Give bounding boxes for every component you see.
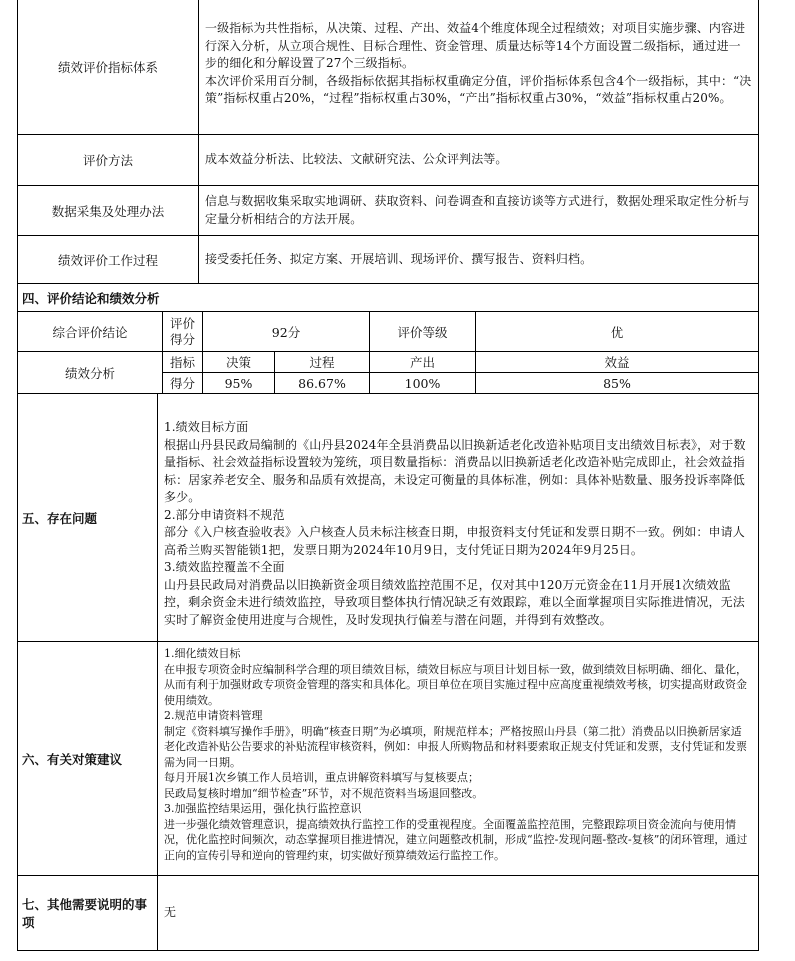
conclusion-label: 综合评价结论 [18, 312, 163, 351]
process-row [18, 236, 758, 284]
section5-line-6: 山丹县民政局对消费品以旧换新资金项目绩效监控范围不足，仅对其中120万元资金在11月开展1次绩效监控，剩余资金未进行绩效监控，导致项目整体执行情况缺乏有效跟踪，难以全面掌握项目实际推进情况，无法实时了解资金使用进度与合规性，及时发现执行偏差与潜在问题，并得到有效整改。 [164, 577, 745, 627]
section6-line-7: 3.加强监控结果运用，强化执行监控意识 [164, 802, 362, 815]
analysis-grid [163, 352, 758, 393]
section7-row [18, 876, 758, 950]
indicator-system-para-1: 一级指标为共性指标，从决策、过程、产出、效益4个维度体现全过程绩效；对项目实施步骤、内容进行深入分析，从立项合规性、目标合理性、资金管理、质量达标等14个方面设置二级指标，通过进一步的细化和分解设置了27个三级指标。 [205, 21, 746, 70]
score-benefit: 85% [603, 375, 631, 391]
section6-content [158, 642, 758, 875]
section6-line-4: 制定《资料填写操作手册》，明确“核查日期”为必填项，附规范样本；严格按照山丹县（第二批）消费品以旧换新居家适老化改造补贴公告要求的补贴流程审核资料，例如：申报人所购物品和材料要索取正规支付凭证和发票，支付凭证和发票需为同一日期。 [164, 724, 747, 769]
score-output: 100% [370, 373, 476, 393]
section6-line-5: 每月开展1次乡镇工作人员培训，重点讲解资料填写与复核要点； [164, 771, 479, 784]
process-content: 接受委托任务、拟定方案、开展培训、现场评价、撰写报告、资料归档。 [205, 251, 593, 266]
section6-row [18, 642, 758, 876]
indicator-system-row [18, 0, 758, 135]
section6-line-1: 1.细化绩效目标 [164, 647, 241, 660]
score-label: 评价得分 [163, 312, 203, 351]
process-label: 绩效评价工作过程 [18, 236, 199, 283]
indicator-output: 产出 [370, 352, 476, 372]
section5-title: 五、存在问题 [18, 394, 158, 641]
indicator-process: 过程 [275, 352, 370, 372]
indicator-decision: 决策 [203, 352, 275, 372]
section7-content: 无 [164, 905, 177, 920]
section5-line-1: 1.绩效目标方面 [164, 420, 249, 434]
section4-title: 四、评价结论和绩效分析 [22, 290, 160, 306]
data-collection-label: 数据采集及处理办法 [18, 186, 199, 235]
conclusion-row [18, 312, 758, 352]
indicator-label: 指标 [163, 352, 203, 372]
section5-line-5: 3.绩效监控覆盖不全面 [164, 560, 285, 574]
section7-title: 七、其他需要说明的事项 [18, 876, 158, 950]
section6-line-3: 2.规范申请资料管理 [164, 709, 263, 722]
section5-content [158, 394, 758, 641]
section4-header-row [18, 284, 758, 312]
indicator-system-para-2: 本次评价采用百分制，各级指标依据其指标权重确定分值，评价指标体系包含4个一级指标，其中：“决策”指标权重占20%，“过程”指标权重占30%，“产出”指标权重占30%，“效益”指标权重占20%。 [205, 73, 752, 105]
section6-title: 六、有关对策建议 [18, 642, 158, 875]
data-collection-row [18, 186, 758, 236]
score-process: 86.67% [275, 373, 370, 393]
method-row [18, 135, 758, 186]
section6-line-6: 民政局复核时增加“细节检查”环节，对不规范资料当场退回整改。 [164, 786, 484, 800]
score-decision: 95% [203, 373, 275, 393]
data-collection-content: 信息与数据收集采取实地调研、获取资料、问卷调查和直接访谈等方式进行，数据处理采取定性分析与定量分析相结合的方法开展。 [205, 194, 750, 226]
indicator-system-label: 绩效评价指标体系 [18, 0, 199, 134]
section5-line-4: 部分《入户核查验收表》入户核查人员未标注核查日期，申报资料支付凭证和发票日期不一致。例如：申请人高希兰购买智能锁1把，发票日期为2024年10月9日，支付凭证日期为2024年9月25日。 [164, 525, 745, 557]
section5-row [18, 394, 758, 642]
indicator-system-content [199, 0, 758, 134]
section5-line-2: 根据山丹县民政局编制的《山丹县2024年全县消费品以旧换新适老化改造补贴项目支出绩效目标表》，对于数量指标、社会效益指标设置较为笼统，项目数量指标：消费品以旧换新适老化改造补贴完成即止，社会效益指标：居家养老安全、服务和品质有效提高，未设定可衡量的具体标准，例如：具体补贴数量、服务投诉率降低多少。 [164, 437, 746, 504]
grade-value: 优 [610, 324, 624, 340]
analysis-row [18, 352, 758, 394]
method-content: 成本效益分析法、比较法、文献研究法、公众评判法等。 [205, 152, 508, 167]
indicator-benefit: 效益 [604, 355, 630, 370]
report-table [17, 0, 759, 951]
section6-line-8: 进一步强化绩效管理意识，提高绩效执行监控工作的受重视程度。全面覆盖监控范围，完整跟踪项目资金流向与使用情况，优化监控时间频次，动态掌握项目推进情况，建立问题整改机制，形成“监控-发现问题-整改-复核”的闭环管理，通过正向的宣传引导和逆向的管理约束，切实做好预算绩效运行监控工作。 [164, 817, 748, 862]
method-label: 评价方法 [18, 135, 199, 185]
get-label: 得分 [163, 373, 203, 393]
section6-line-2: 在申报专项资金时应编制科学合理的项目绩效目标，绩效目标应与项目计划目标一致，做到绩效目标明确、细化、量化，从而有利于加强财政专项资金管理的落实和具体化。项目单位在项目实施过程中应高度重视绩效考核，切实提高财政资金使用绩效。 [164, 662, 747, 707]
section5-line-3: 2.部分申请资料不规范 [164, 507, 285, 522]
score-value: 92分 [203, 312, 370, 351]
grade-label: 评价等级 [370, 312, 476, 351]
analysis-label: 绩效分析 [18, 352, 163, 393]
